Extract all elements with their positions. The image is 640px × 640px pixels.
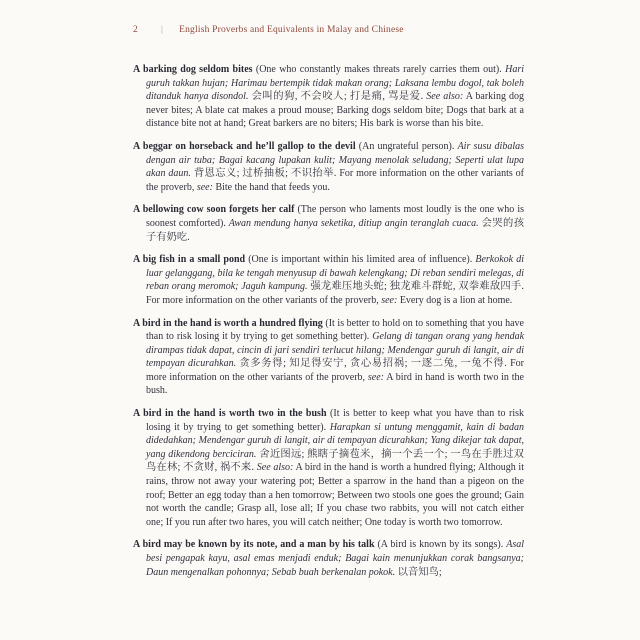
chinese-equivalent: 强龙难压地头蛇; 独龙难斗群蛇, 双拳难敌四手.	[307, 281, 524, 293]
header-separator: |	[161, 25, 164, 35]
cross-references: A bird in the hand is worth a hundred flying; Although it rains, throw not away your watering pot; Better a sparrow in the hand than a pigeon on the roof; Better an egg today than a hen tomorrow; Between two stools one goes the ground; Gain not worth the candle; Grasp all, lose all; If you chase two rabbits, you will not catch either one; If you run after two hares, you will catch neither; One today is worth two tomorrow.	[146, 462, 524, 528]
proverb-entries	[133, 63, 524, 579]
variant-note: For more information on the other variants of the proverb,	[146, 294, 382, 306]
variant-note: For more information on the other variants of the proverb,	[146, 358, 524, 383]
chinese-equivalent: 舍近图远; 熊瞎子摘苞米，摘一个丢一个; 一鸟在手胜过双鸟在林; 不贪财, 祸不来.	[146, 448, 524, 474]
malay-equivalent: Berkokok di luar gelanggang, bila ke tengah menyusup di bawah kelengkang; Di reban sendiri melegas, di reban orang meromok; Jaguh kampung.	[146, 254, 524, 293]
malay-equivalent: Gelang di tangan orang yang hendak dirampas tidak dapat, cincin di jari sendiri terlucut hilang; Mendengar guruh di langit, air di tempayan dicurahkan.	[146, 331, 525, 370]
definition: (A bird is known by its songs).	[374, 539, 507, 551]
malay-equivalent: Asal besi pengapak kayu, asal emas menjadi enduk; Bagai kain menunjukkan corak bangsanya; Daun mengenalkan pohonnya; Sebab buah berkenalan pokok.	[146, 539, 524, 578]
proverb-entry	[133, 253, 524, 307]
proverb-entry	[133, 203, 524, 244]
malay-equivalent: Air susu dibalas dengan air tuba; Bagai kacang lupakan kulit; Mayang menolak seludang; Seperti ulat lupa akan daun.	[146, 140, 524, 180]
definition: (One who constantly makes threats rarely carries them out).	[252, 64, 506, 75]
cross-references: Bite the hand that feeds you.	[212, 181, 330, 193]
see-label: see:	[196, 181, 213, 193]
chinese-equivalent: 贪多务得; 知足得安宁, 贪心易招祸; 一逐二兔, 一兔不得.	[236, 358, 511, 370]
proverb-entry	[133, 538, 524, 579]
page-number: 2	[133, 25, 138, 35]
see-label: see:	[367, 371, 384, 383]
variant-note: For more information on the other variants of the proverb,	[146, 168, 524, 193]
proverb-entry	[133, 63, 524, 131]
definition: (An ungrateful person).	[355, 140, 458, 152]
running-title: English Proverbs and Equivalents in Malay and Chinese	[179, 25, 404, 35]
chinese-equivalent: 以音知鸟;	[395, 566, 442, 578]
proverb-entry	[133, 140, 524, 194]
cross-references: A barking dog never bites; A blate cat makes a proud mouse; Barking dogs seldom bite; Dogs that bark at a distance bite not at hand; Great barkers are no biters; His bark is worse than his bite.	[146, 91, 524, 130]
definition: (The person who laments most loudly is the one who is soonest comforted).	[146, 204, 524, 229]
proverb-headword: A beggar on horseback and he’ll gallop to the devil	[133, 140, 356, 152]
proverb-headword: A bird in the hand is worth two in the bush	[133, 408, 327, 420]
definition: (It is better to hold on to something that you have than to risk losing it by trying to get something better).	[146, 317, 524, 343]
proverb-headword: A bird in the hand is worth a hundred flying	[133, 317, 323, 329]
chinese-equivalent: 会哭的孩子有奶吃.	[146, 217, 524, 243]
proverb-entry	[133, 317, 524, 399]
cross-references: A bird in hand is worth two in the bush.	[146, 371, 524, 397]
proverb-headword: A bird may be known by its note, and a man by his talk	[133, 539, 375, 551]
see-also-label: See also:	[426, 91, 464, 103]
malay-equivalent: Harapkan si untung menggamit, kain di badan didedahkan; Mendengar guruh di langit, air di tempayan dicurahkan; Yang dikejar tak dapat, yang dikendong berciciran.	[146, 421, 524, 460]
page-header	[133, 25, 524, 35]
cross-references: Every dog is a lion at home.	[397, 294, 513, 306]
see-label: see:	[381, 294, 398, 306]
proverb-entry	[133, 407, 524, 529]
proverb-headword: A bellowing cow soon forgets her calf	[133, 204, 295, 216]
see-also-label: See also:	[256, 462, 294, 474]
proverb-headword: A barking dog seldom bites	[133, 64, 253, 75]
definition: (It is better to keep what you have than to risk losing it by trying to get something better).	[146, 408, 524, 433]
proverb-headword: A big fish in a small pond	[133, 254, 246, 266]
chinese-equivalent: 会叫的狗, 不会咬人; 打是痛, 骂是爱.	[248, 91, 427, 103]
definition: (One is important within his limited area of influence).	[245, 254, 476, 266]
malay-equivalent: Awan mendung hanya seketika, ditiup angin teranglah cuaca.	[228, 217, 479, 229]
malay-equivalent: Hari guruh takkan hujan; Harimau bertempik tidak makan orang; Laksana lembu dogol, tak boleh ditanduk hanya disondol.	[146, 64, 524, 103]
chinese-equivalent: 背恩忘义; 过桥抽板; 不识抬举.	[190, 168, 340, 180]
